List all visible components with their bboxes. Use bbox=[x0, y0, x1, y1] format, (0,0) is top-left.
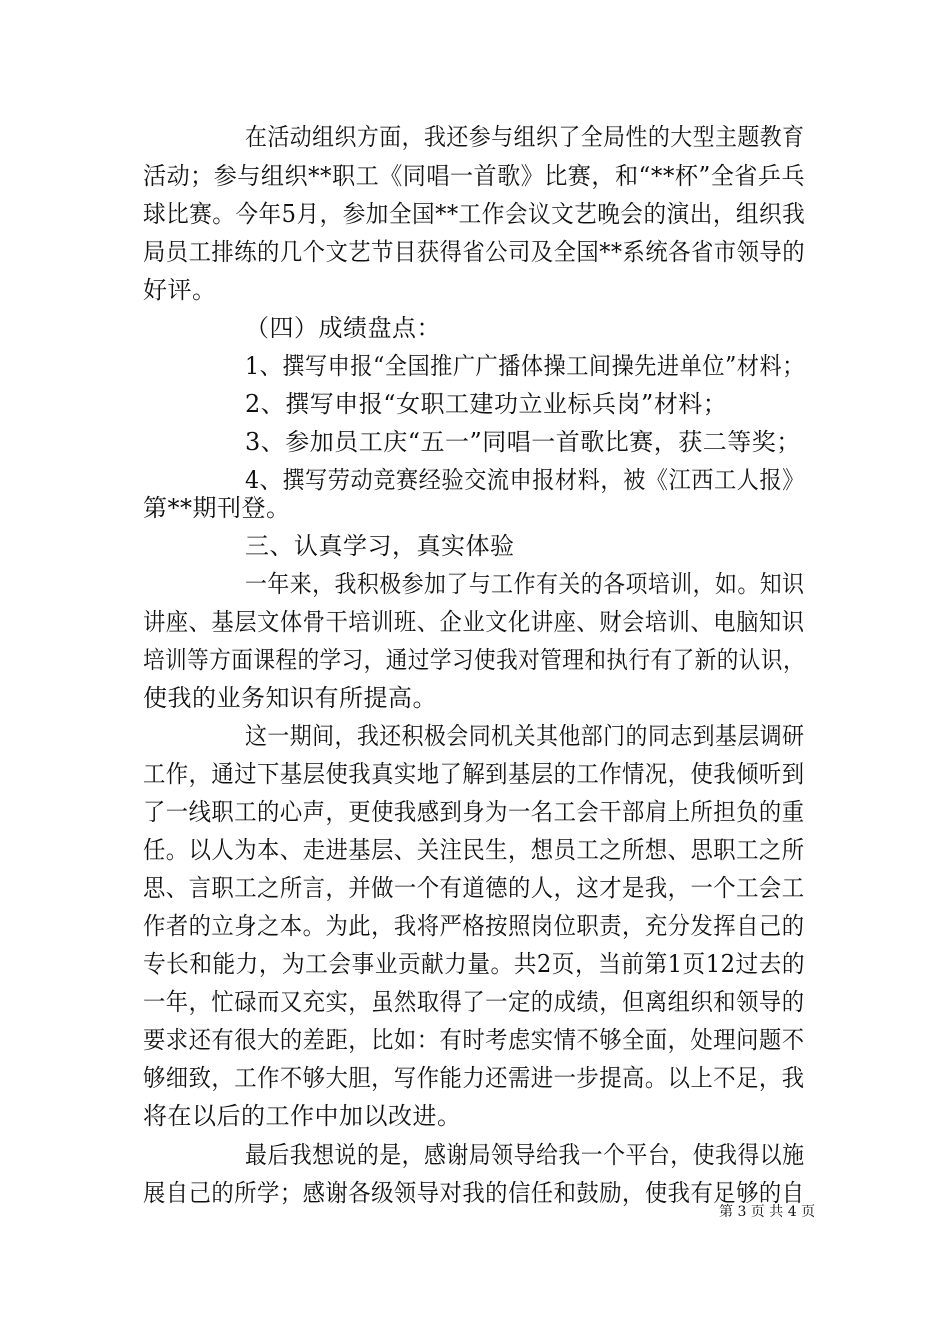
list-item: 3、参加员工庆“五一”同唱一首歌比赛，获二等奖； bbox=[245, 428, 801, 456]
paragraph-line: 够细致，工作不够大胆，写作能力还需进一步提高。以上不足，我 bbox=[143, 1064, 805, 1092]
paragraph-line: 讲座、基层文体骨干培训班、企业文化讲座、财会培训、电脑知识 bbox=[143, 608, 805, 636]
page-number-footer: 第 3 页 共 4 页 bbox=[719, 1204, 816, 1220]
list-item: 第**期刊登。 bbox=[143, 494, 291, 522]
paragraph-line: 这一期间，我还积极会同机关其他部门的同志到基层调研 bbox=[245, 722, 805, 750]
paragraph-line: 将在以后的工作中加以改进。 bbox=[143, 1102, 462, 1130]
paragraph-line: 一年来，我积极参加了与工作有关的各项培训，如。知识 bbox=[245, 570, 805, 598]
list-item: 1、撰写申报“全国推广广播体操工间操先进单位”材料； bbox=[245, 352, 805, 380]
list-item: 4、撰写劳动竞赛经验交流申报材料，被《江西工人报》 bbox=[245, 466, 805, 494]
paragraph-line: 思、言职工之所言，并做一个有道德的人，这才是我，一个工会工 bbox=[143, 874, 805, 902]
paragraph-line: 活动；参与组织**职工《同唱一首歌》比赛，和“**杯”全省乒乓 bbox=[143, 162, 806, 190]
section-heading: （四）成绩盘点： bbox=[245, 314, 441, 342]
paragraph-line: 使我的业务知识有所提高。 bbox=[143, 684, 437, 712]
paragraph-line: 最后我想说的是，感谢局领导给我一个平台，使我得以施 bbox=[245, 1141, 805, 1169]
paragraph-line: 培训等方面课程的学习，通过学习使我对管理和执行有了新的认识， bbox=[143, 646, 806, 674]
paragraph-line: 专长和能力，为工会事业贡献力量。共2页，当前第1页12过去的 bbox=[143, 950, 806, 978]
paragraph-line: 作者的立身之本。为此，我将严格按照岗位职责，充分发挥自己的 bbox=[143, 912, 805, 940]
paragraph-line: 任。以人为本、走进基层、关注民生，想员工之所想、思职工之所 bbox=[143, 836, 805, 864]
list-item: 2、撰写申报“女职工建功立业标兵岗”材料； bbox=[245, 390, 728, 418]
paragraph-line: 球比赛。今年5月，参加全国**工作会议文艺晚会的演出，组织我 bbox=[143, 200, 806, 228]
paragraph-line: 要求还有很大的差距，比如：有时考虑实情不够全面，处理问题不 bbox=[143, 1026, 805, 1054]
paragraph-line: 展自己的所学；感谢各级领导对我的信任和鼓励，使我有足够的自 bbox=[143, 1179, 805, 1207]
paragraph-line: 工作，通过下基层使我真实地了解到基层的工作情况，使我倾听到 bbox=[143, 760, 805, 788]
paragraph-line: 局员工排练的几个文艺节目获得省公司及全国**系统各省市领导的 bbox=[143, 238, 806, 266]
paragraph-line: 好评。 bbox=[143, 276, 217, 304]
section-heading: 三、认真学习，真实体验 bbox=[245, 532, 515, 560]
paragraph-line: 一年，忙碌而又充实，虽然取得了一定的成绩，但离组织和领导的 bbox=[143, 988, 805, 1016]
paragraph-line: 在活动组织方面，我还参与组织了全局性的大型主题教育 bbox=[245, 123, 805, 151]
paragraph-line: 了一线职工的心声，更使我感到身为一名工会干部肩上所担负的重 bbox=[143, 798, 805, 826]
